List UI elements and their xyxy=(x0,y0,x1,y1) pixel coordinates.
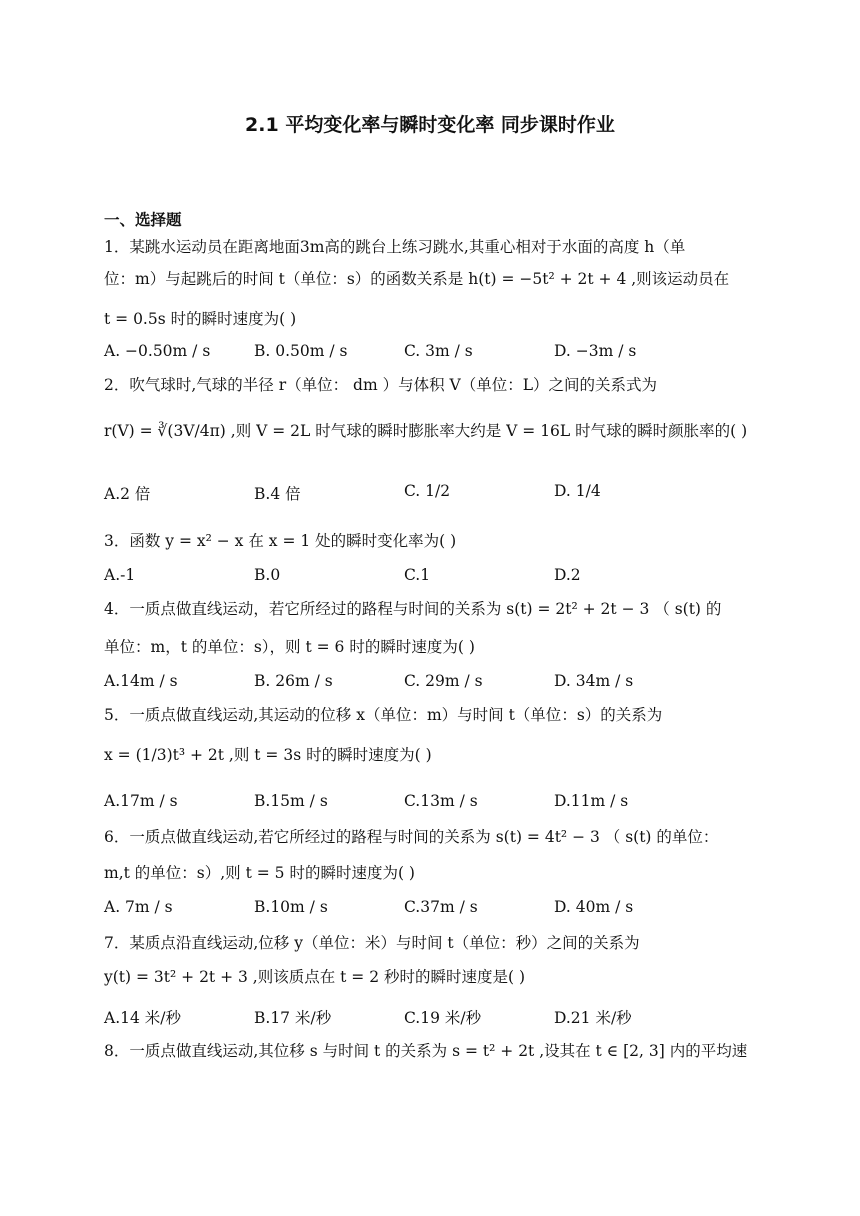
option-b: B.15m / s xyxy=(254,792,328,810)
question-4-options xyxy=(104,672,784,694)
question-6-options xyxy=(104,898,784,920)
question-4-line-1: 4．一质点做直线运动，若它所经过的路程与时间的关系为 s(t) = 2t² + 2t − 3 （ s(t) 的 xyxy=(104,600,722,618)
option-a: A.2 倍 xyxy=(104,485,151,503)
option-b: B.0 xyxy=(254,566,281,584)
option-d: D. −3m / s xyxy=(554,342,637,360)
option-a: A.14 米/秒 xyxy=(104,1009,181,1027)
option-a: A.17m / s xyxy=(104,792,178,810)
question-5-line-2: x = (1/3)t³ + 2t ,则 t = 3s 时的瞬时速度为( ) xyxy=(104,746,432,764)
question-6-line-1: 6．一质点做直线运动,若它所经过的路程与时间的关系为 s(t) = 4t² − 3 （ s(t) 的单位： xyxy=(104,828,719,846)
option-d: D. 40m / s xyxy=(554,898,634,916)
question-1-line-1: 1．某跳水运动员在距离地面3m高的跳台上练习跳水,其重心相对于水面的高度 h（单 xyxy=(104,238,686,256)
question-4-line-2: 单位：m，t 的单位：s），则 t = 6 时的瞬时速度为( ) xyxy=(104,638,475,656)
question-6-line-2: m,t 的单位：s）,则 t = 5 时的瞬时速度为( ) xyxy=(104,864,415,882)
question-1-line-2: 位：m）与起跳后的时间 t（单位：s）的函数关系是 h(t) = −5t² + 2t + 4 ,则该运动员在 xyxy=(104,270,730,288)
question-2-line-1: 2．吹气球时,气球的半径 r（单位： dm ）与体积 V（单位：L）之间的关系式为 xyxy=(104,376,658,394)
option-c: C.13m / s xyxy=(404,792,478,810)
option-c: C.37m / s xyxy=(404,898,478,916)
option-a: A.-1 xyxy=(104,566,136,584)
option-d: D.11m / s xyxy=(554,792,629,810)
option-d: D.2 xyxy=(554,566,581,584)
question-5-line-1: 5．一质点做直线运动,其运动的位移 x（单位：m）与时间 t（单位：s）的关系为 xyxy=(104,706,663,724)
question-8-line-1: 8．一质点做直线运动,其位移 s 与时间 t 的关系为 s = t² + 2t ,设其在 t ∈ [2, 3] 内的平均速 xyxy=(104,1042,748,1060)
question-2-options xyxy=(104,482,784,504)
option-c: C. 29m / s xyxy=(404,672,483,690)
option-d: D.21 米/秒 xyxy=(554,1009,632,1027)
option-b: B. 26m / s xyxy=(254,672,333,690)
option-a: A.14m / s xyxy=(104,672,178,690)
question-3-line-1: 3．函数 y = x² − x 在 x = 1 处的瞬时变化率为( ) xyxy=(104,532,457,550)
option-a: A. 7m / s xyxy=(104,898,173,916)
option-d: D. 34m / s xyxy=(554,672,634,690)
question-2-line-2: r(V) = ∛(3V/4π) ,则 V = 2L 时气球的瞬时膨胀率大约是 V = 16L 时气球的瞬时颜胀率的( ) xyxy=(104,422,748,440)
option-b: B.17 米/秒 xyxy=(254,1009,332,1027)
option-c: C. 1/2 xyxy=(404,482,451,500)
option-b: B.4 倍 xyxy=(254,485,301,503)
question-5-options xyxy=(104,792,784,814)
question-1-options xyxy=(104,342,784,364)
section-heading: 一、选择题 xyxy=(104,211,182,229)
option-a: A. −0.50m / s xyxy=(104,342,211,360)
question-7-line-2: y(t) = 3t² + 2t + 3 ,则该质点在 t = 2 秒时的瞬时速度是( ) xyxy=(104,968,526,986)
page-title: 2.1 平均变化率与瞬时变化率 同步课时作业 xyxy=(245,114,615,136)
option-c: C.19 米/秒 xyxy=(404,1009,482,1027)
option-c: C. 3m / s xyxy=(404,342,473,360)
option-b: B.10m / s xyxy=(254,898,328,916)
option-d: D. 1/4 xyxy=(554,482,601,500)
question-7-line-1: 7．某质点沿直线运动,位移 y（单位：米）与时间 t（单位：秒）之间的关系为 xyxy=(104,934,640,952)
question-7-options xyxy=(104,1006,784,1028)
question-3-options xyxy=(104,566,784,588)
question-1-line-3: t = 0.5s 时的瞬时速度为( ) xyxy=(104,310,297,328)
option-c: C.1 xyxy=(404,566,431,584)
option-b: B. 0.50m / s xyxy=(254,342,348,360)
